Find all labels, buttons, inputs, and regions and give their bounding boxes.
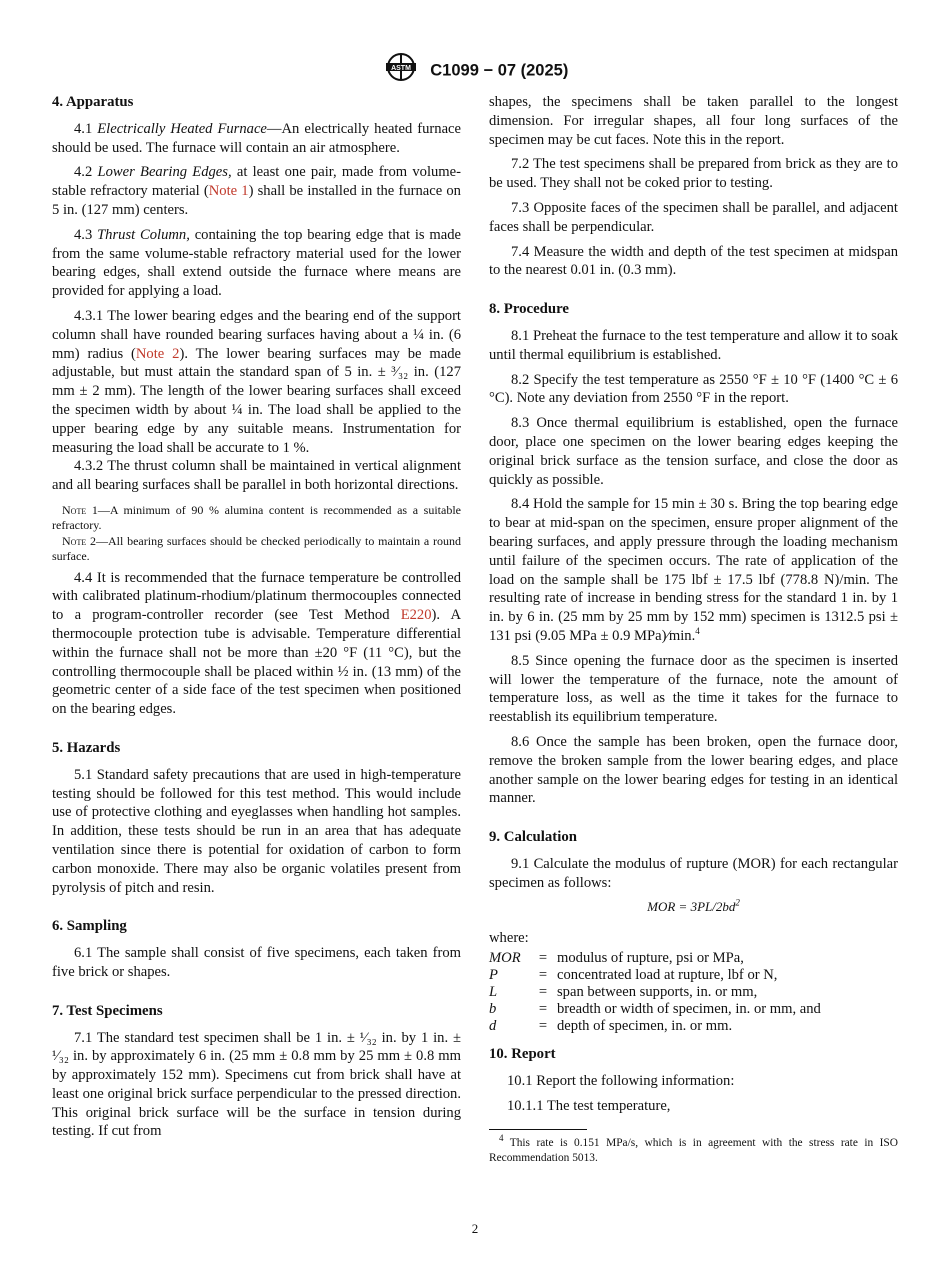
section-5-title: 5. Hazards xyxy=(52,739,121,756)
paragraph-8-2: 8.2 Specify the test temperature as 2550 °F ± 10 °F (1400 °C ± 6 °C). Note any deviation from 2550 °F in the report. xyxy=(489,371,898,407)
paragraph-7-4: 7.4 Measure the width and depth of the test specimen at midspan to the nearest 0.01 in. (0.3 mm). xyxy=(489,243,898,279)
paragraph-8-6: 8.6 Once the sample has been broken, open the furnace door, remove the broken sample from the lower bearing edges, and place another sample on the lower bearing edges for testing in an identical manner. xyxy=(489,733,898,807)
paragraph-5-1: 5.1 Standard safety precautions that are used in high-temperature testing should be followed for this test method. This would include use of protective clothing and eyeglasses when handling hot samples. In addition, these tests should be run in an area that has adequate ventilation since there is potential for oxidation of carbon to form carbon monoxide. There may also be organic volatiles present from pyrolysis of pitch and resin. xyxy=(52,766,461,896)
svg-text:ASTM: ASTM xyxy=(390,65,411,72)
paragraph-8-5: 8.5 Since opening the furnace door as the specimen is inserted will lower the temperature of the furnace, note the amount of temperature loss, as well as the time it takes for the furnace to reestablish its equilibrium temperature. xyxy=(489,652,898,726)
definition-row xyxy=(489,1001,821,1018)
definition-symbol: b xyxy=(489,1001,497,1018)
paragraph-4-3-2: 4.3.2 The thrust column shall be maintained in vertical alignment and all bearing surfaces shall be parallel in both horizontal directions. xyxy=(52,458,461,494)
note-1-link[interactable]: Note 1 xyxy=(208,183,249,200)
note-2-link[interactable]: Note 2 xyxy=(135,345,180,362)
paragraph-7-3: 7.3 Opposite faces of the specimen shall be parallel, and adjacent faces shall be perpendicular. xyxy=(489,199,898,235)
section-10-title: 10. Report xyxy=(489,1046,556,1063)
paragraph-4-2: 4.2 Lower Bearing Edges, at least one pair, made from volume-stable refractory material (Note 1) shall be installed in the furnace on 5 in. (127 mm) centers. xyxy=(52,164,461,218)
variable-definitions xyxy=(489,950,821,1035)
left-column xyxy=(52,93,461,1147)
paragraph-4-3: 4.3 Thrust Column, containing the top bearing edge that is made from the same volume-stable refractory material used for the lower bearing edges, shall extend outside the furnace where means are provided for applying a load. xyxy=(52,226,462,300)
definition-text: span between supports, in. or mm, xyxy=(557,984,758,1001)
definition-symbol: P xyxy=(489,967,498,984)
e220-link[interactable]: E220 xyxy=(400,607,432,624)
paragraph-7-1-continued: shapes, the specimens shall be taken parallel to the longest dimension. For irregular shapes, all four long surfaces of the specimen may be cut faces. Note this in the report. xyxy=(489,94,898,148)
paragraph-9-1: 9.1 Calculate the modulus of rupture (MOR) for each rectangular specimen as follows: xyxy=(489,855,898,891)
page-header xyxy=(0,52,950,89)
definition-equals: = xyxy=(538,1018,548,1035)
paragraph-7-2: 7.2 The test specimens shall be prepared from brick as they are to be used. They shall not be coked prior to testing. xyxy=(489,156,898,192)
definition-text: modulus of rupture, psi or MPa, xyxy=(557,950,744,967)
section-6-title: 6. Sampling xyxy=(52,918,127,935)
paragraph-6-1: 6.1 The sample shall consist of five specimens, each taken from five brick or shapes. xyxy=(52,945,461,980)
definition-row xyxy=(489,984,821,1001)
note-1: Note 1—A minimum of 90 % alumina content is recommended as a suitable refractory. xyxy=(52,502,461,533)
astm-logo-icon xyxy=(382,52,420,89)
section-8-title: 8. Procedure xyxy=(489,301,569,318)
section-7-title: 7. Test Specimens xyxy=(52,1002,163,1019)
paragraph-7-1: 7.1 The standard test specimen shall be 1 in. ± ¹⁄₃₂ in. by 1 in. ± ¹⁄₃₂ in. by approximately 6 in. (25 mm ± 0.8 mm by 25 mm ± 0.8 mm by approximately 152 mm). Specimens cut from brick shall have at least one original brick surface perpendicular to the pressed direction. This original brick surface will be the surface in tension during testing. If cut from xyxy=(52,1029,461,1140)
paragraph-10-1-1: 10.1.1 The test temperature, xyxy=(507,1097,671,1114)
note-2: Note 2—All bearing surfaces should be checked periodically to maintain a round surface. xyxy=(52,533,461,564)
definition-equals: = xyxy=(538,967,548,984)
definition-row xyxy=(489,967,821,984)
definition-text: concentrated load at rupture, lbf or N, xyxy=(557,967,778,984)
paragraph-4-1: 4.1 Electrically Heated Furnace—An electrically heated furnace should be used. The furnace will contain an air atmosphere. xyxy=(52,120,462,156)
paragraph-8-3: 8.3 Once thermal equilibrium is established, open the furnace door, place one specimen on the lower bearing edges keeping the original brick surface as the tension surface, and close the door as quickly as possible. xyxy=(489,415,898,488)
definition-symbol: L xyxy=(489,984,498,1001)
definition-text: depth of specimen, in. or mm. xyxy=(557,1018,733,1035)
definition-equals: = xyxy=(538,1001,548,1018)
definition-symbol: d xyxy=(489,1018,497,1035)
definition-symbol: MOR xyxy=(489,950,521,967)
paragraph-8-4: 8.4 Hold the sample for 15 min ± 30 s. Bring the top bearing edge to bear at mid-span on the specimen, ensure proper alignment of the bearing surfaces, and apply pressure through the loading mechanism until failure of the specimen occurs. The rate of application of the load on the sample shall be 175 lbf ± 17.5 lbf (778.8 N)/min. The resulting rate of increase in bending stress for the standard 1 in. by 1 in. by 6 in. (25 mm by 25 mm by 152 mm) specimen is 1312.5 psi ± 131 psi (9.05 MPa ± 0.9 MPa)⁄min.$^4$ xyxy=(489,496,898,644)
standard-designation: C1099 − 07 (2025) xyxy=(430,61,569,80)
where-label: where: xyxy=(489,930,529,947)
paragraph-8-1: 8.1 Preheat the furnace to the test temperature and allow it to soak until thermal equilibrium is established. xyxy=(489,327,898,363)
footnote-ref-4[interactable]: 4 xyxy=(695,626,700,637)
definition-equals: = xyxy=(538,950,548,967)
paragraph-10-1: 10.1 Report the following information: xyxy=(507,1072,735,1089)
footnote-4: $^4$ This rate is 0.151 MPa/s, which is in agreement with the stress rate in ISO Recommendation 5013. xyxy=(489,1133,898,1164)
definition-row xyxy=(489,950,821,967)
definition-row xyxy=(489,1018,821,1035)
mor-equation: MOR = $3PL/2bd^2$ xyxy=(647,898,740,915)
right-column xyxy=(489,93,898,1165)
section-4-title: 4. Apparatus xyxy=(52,94,134,110)
definition-equals: = xyxy=(538,984,548,1001)
page-number: 2 xyxy=(471,1221,479,1236)
footnote-divider xyxy=(489,1129,587,1130)
paragraph-4-3-1: 4.3.1 The lower bearing edges and the bearing end of the support column shall have rounded bearing surfaces having about a ¼ in. (6 mm) radius (Note 2). The lower bearing surfaces may be made adjustable, but must attain the standard span of 5 in. ± ³⁄₃₂ in. (127 mm ± 2 mm). The length of the lower bearing surfaces shall exceed the specimen width by about ¼ in. The load shall be applied to the upper bearing edge by any suitable means. Instrumentation for measuring the load shall be accurate to 1 %. xyxy=(52,307,461,456)
notes-block xyxy=(52,503,461,565)
definition-text: breadth or width of specimen, in. or mm, and xyxy=(557,1001,821,1018)
section-9-title: 9. Calculation xyxy=(489,829,577,846)
paragraph-4-4: 4.4 It is recommended that the furnace temperature be controlled with calibrated platinum-rhodium/platinum thermocouples connected to a program-controller recorder (see Test Method E220). A thermocouple protection tube is advisable. Temperature differential within the furnace shall not be more than ±20 °F (11 °C), but the controlling thermocouple shall be placed within ½ in. (13 mm) of the geometric center of a side face of the test specimen when positioned on the bearing edges. xyxy=(52,569,461,718)
